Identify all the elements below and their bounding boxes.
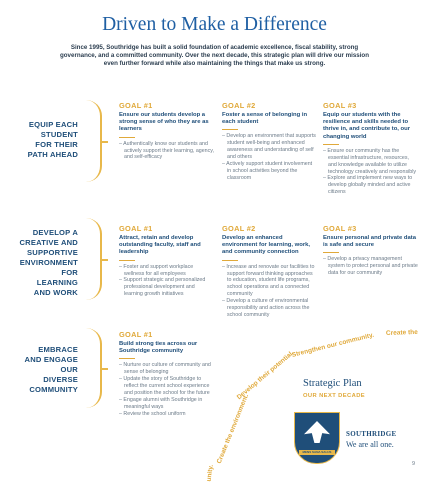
row-brace xyxy=(78,100,102,182)
goal-item: – Nurture our culture of community and sense of belonging xyxy=(119,362,214,376)
goal-divider xyxy=(323,252,339,253)
goal-item: – Develop a privacy management system to protect personal and private data for our community xyxy=(323,256,418,277)
brand-tagline: We are all one. xyxy=(346,440,394,449)
goal-item: – Develop a culture of environmental responsibility and action across the school community xyxy=(222,298,317,319)
goal-title: Ensure our students develop a strong sense of who they are as learners xyxy=(119,112,209,133)
goal-card xyxy=(222,101,317,182)
goal-item: – Explore and implement new ways to develop globally minded and active citizens xyxy=(323,175,418,196)
goal-title: Foster a sense of belonging in each student xyxy=(222,112,308,126)
goal-title: Equip our students with the resilience and skills needed to thrive in, and contribute to, our changing world xyxy=(323,112,411,140)
plan-title: Strategic Plan xyxy=(303,378,362,389)
brand-name: SOUTHRIDGE xyxy=(346,430,397,438)
row-brace xyxy=(78,218,102,300)
row-label-develop: DEVELOP A CREATIVE AND SUPPORTIVE ENVIRONMENT FOR LEARNING AND WORK xyxy=(19,228,78,297)
goal-item: – Engage alumni with Southridge in meaningful ways xyxy=(119,397,214,411)
goal-card xyxy=(323,224,418,277)
goal-title: Attract, retain and develop outstanding faculty, staff and leadership xyxy=(119,235,201,256)
goal-card xyxy=(222,224,317,319)
goal-title: Build strong ties across our Southridge community xyxy=(119,341,198,355)
intro-text: Since 1995, Southridge has built a solid foundation of academic excellence, fiscal stability, strong governance, and a committed community. Over the next decade, this strategic plan will drive our mission even further forward while also maintaining the things that make us strong. xyxy=(60,44,369,67)
motto-text: Strengthen our community. xyxy=(291,331,375,359)
page-number: 9 xyxy=(411,461,415,467)
goal-item: – Foster and support workplace wellness for all employees xyxy=(119,264,214,278)
goal-title: Ensure personal and private data is safe and secure xyxy=(323,235,416,249)
goal-item: – Actively support student involvement in school activities beyond the classroom xyxy=(222,161,317,182)
page-title: Driven to Make a Difference xyxy=(102,14,327,35)
motto-text: Create the xyxy=(385,328,418,337)
goal-number: GOAL #1 xyxy=(119,224,153,233)
goal-card xyxy=(119,224,214,298)
brand-block xyxy=(346,430,396,449)
goal-number: GOAL #3 xyxy=(323,224,357,233)
goal-number: GOAL #2 xyxy=(222,101,256,110)
goal-divider xyxy=(222,260,238,261)
crest-banner: MENS SANA SALUS xyxy=(299,450,335,455)
row-brace xyxy=(78,328,102,408)
goal-card xyxy=(119,101,214,161)
goal-divider xyxy=(323,144,339,145)
goal-number: GOAL #2 xyxy=(222,224,256,233)
goal-item: – Update the story of Southridge to reflect the current school experience and position the school for the future xyxy=(119,376,214,397)
row-label-equip: EQUIP EACH STUDENT FOR THEIR PATH AHEAD xyxy=(27,120,78,159)
eagle-icon xyxy=(304,421,330,443)
school-crest xyxy=(294,412,340,464)
motto-text: Create the environment. xyxy=(215,393,251,465)
row-label-embrace: EMBRACE AND ENGAGE OUR DIVERSE COMMUNITY xyxy=(24,345,78,394)
goal-divider xyxy=(119,137,135,138)
motto-text: Develop their potential. xyxy=(235,349,296,402)
goal-item: – Develop an environment that supports student well-being and enhanced awareness and understanding of self and others xyxy=(222,133,317,161)
goal-card xyxy=(323,101,418,196)
goal-title: Develop an enhanced environment for learning, work, and community connection xyxy=(222,235,311,256)
goal-item: – Increase and renovate our facilities to support forward thinking approaches to education, student life programs, school operations and a connected community xyxy=(222,264,317,299)
goal-item: – Authentically know our students and actively support their learning, agency, and self-efficacy xyxy=(119,141,214,162)
goal-divider xyxy=(119,260,135,261)
goal-item: – Support strategic and personalized professional development and learning growth initiatives xyxy=(119,277,214,298)
goal-item: – Review the school uniform xyxy=(119,411,214,418)
motto-text: unity. xyxy=(205,464,215,482)
goal-divider xyxy=(222,129,238,130)
goal-number: GOAL #1 xyxy=(119,101,153,110)
goal-card xyxy=(119,330,214,418)
plan-subtitle: OUR NEXT DECADE xyxy=(303,393,366,399)
goal-item: – Ensure our community has the essential infrastructure, resources, and knowledge available to utilize technology creatively and responsibly xyxy=(323,148,418,176)
goal-number: GOAL #1 xyxy=(119,330,153,339)
goal-divider xyxy=(119,358,135,359)
goal-number: GOAL #3 xyxy=(323,101,357,110)
